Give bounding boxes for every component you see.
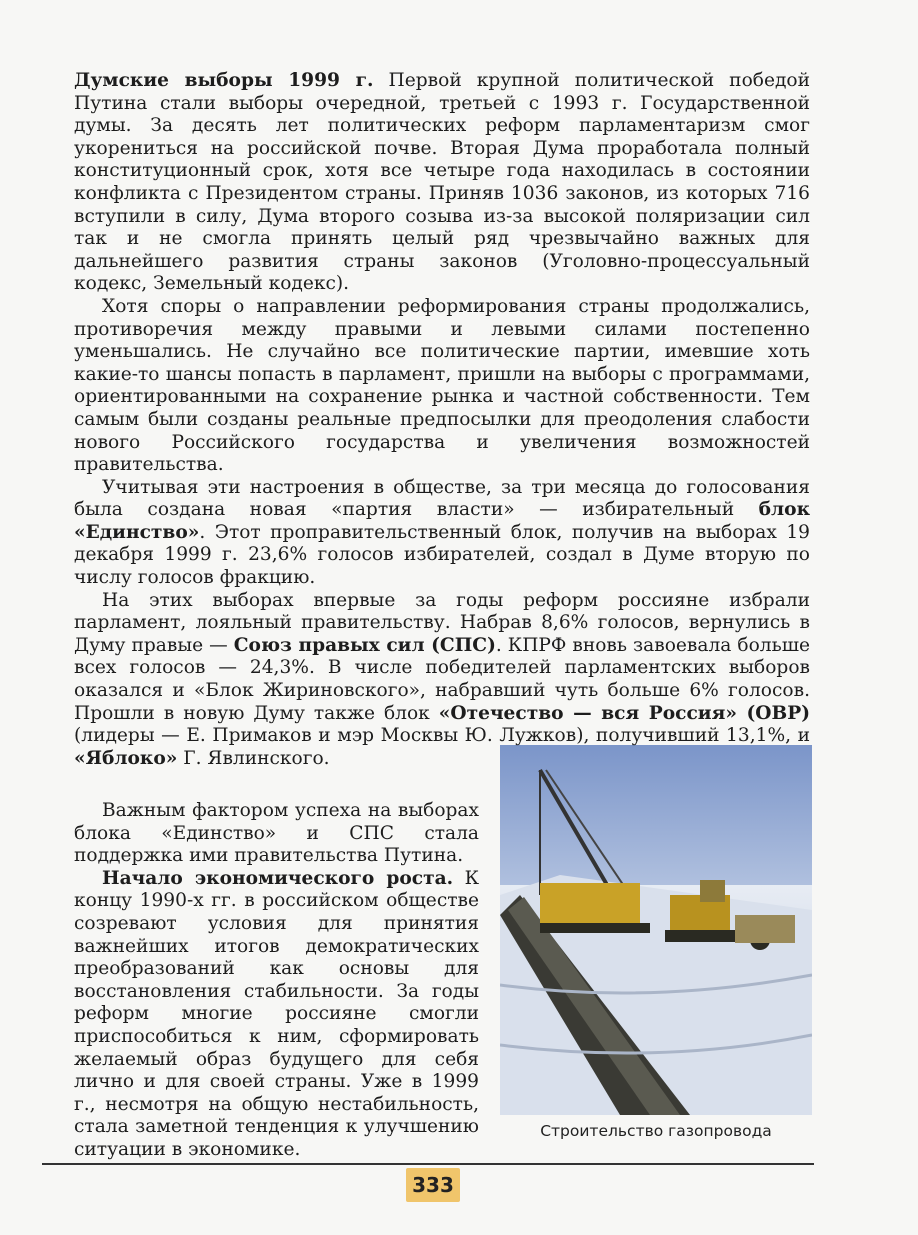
paragraph-support-factor: Важным фактором успеха на выборах блока «Единство» и СПС стала поддержка ими правительства Путина. bbox=[74, 800, 479, 867]
heading-duma-elections: Думские выборы 1999 г. bbox=[74, 70, 374, 91]
photo-caption: Строительство газопровода bbox=[540, 1122, 772, 1140]
paragraph-duma-elections: Думские выборы 1999 г. Первой крупной политической победой Путина стали выборы очередной, третьей с 1993 г. Государственной думы. За десять лет политических реформ парламентаризм смог укорениться на российской почве. Вторая Дума проработала полный конституционный срок, хотя все четыре года находилась в состоянии конфликта с Президентом страны. Приняв 1036 законов, из которых 716 вступили в силу, Дума второго созыва из-за высокой поляризации сил так и не смогла принять целый ряд чрезвычайно важных для дальнейшего развития страны законов (Уголовно-процессуальный кодекс, Земельный кодекс). bbox=[74, 70, 810, 295]
column-text bbox=[74, 800, 479, 1162]
pipeline-construction-image bbox=[500, 745, 812, 1115]
paragraph-unity-bloc: Учитывая эти настроения в обществе, за три месяца до голосования была создана новая «партия власти» — избирательный блок «Единство». Этот проправительственный блок, получив на выборах 19 декабря 1999 г. 23,6% голосов избирателей, создал в Думе вторую по числу голосов фракцию. bbox=[74, 476, 810, 589]
paragraph-election-results: На этих выборах впервые за годы реформ россияне избрали парламент, лояльный правительству. Набрав 8,6% голосов, вернулись в Думу правые — Союз правых сил (СПС). КПРФ вновь завоевала больше всех голосов — 24,3%. В числе победителей парламентских выборов оказался и «Блок Жириновского», набравший чуть больше 6% голосов. Прошли в новую Думу также блок «Отечество — вся Россия» (ОВР) (лидеры — Е. Примаков и мэр Москвы Ю. Лужков), получивший 13,1%, и «Яблоко» Г. Явлинского. bbox=[74, 589, 810, 769]
heading-economic-growth: Начало экономического роста. bbox=[102, 867, 454, 889]
main-text bbox=[74, 70, 810, 770]
footer-rule bbox=[42, 1163, 814, 1165]
paragraph-reform-disputes: Хотя споры о направлении реформирования страны продолжались, противоречия между правыми и левыми силами постепенно уменьшались. Не случайно все политические партии, имевшие хоть какие-то шансы попасть в парламент, пришли на выборы с программами, ориентированными на сохранение рынка и частной собственности. Тем самым были созданы реальные предпосылки для преодоления слабости нового Российского государства и увеличения возможностей правительства. bbox=[74, 295, 810, 476]
page-number: 333 bbox=[406, 1168, 460, 1202]
paragraph-economic-growth: Начало экономического роста. К концу 1990-х гг. в российском обществе созревают условия для принятия важнейших итогов демократических преобразований как основы для восстановления стабильности. За годы реформ многие россияне смогли приспособиться к ним, сформировать желаемый образ будущего для себя лично и для своей страны. Уже в 1999 г., несмотря на общую нестабильность, стала заметной тенденция к улучшению ситуации в экономике. bbox=[74, 867, 479, 1160]
pipeline-photo bbox=[500, 745, 812, 1115]
